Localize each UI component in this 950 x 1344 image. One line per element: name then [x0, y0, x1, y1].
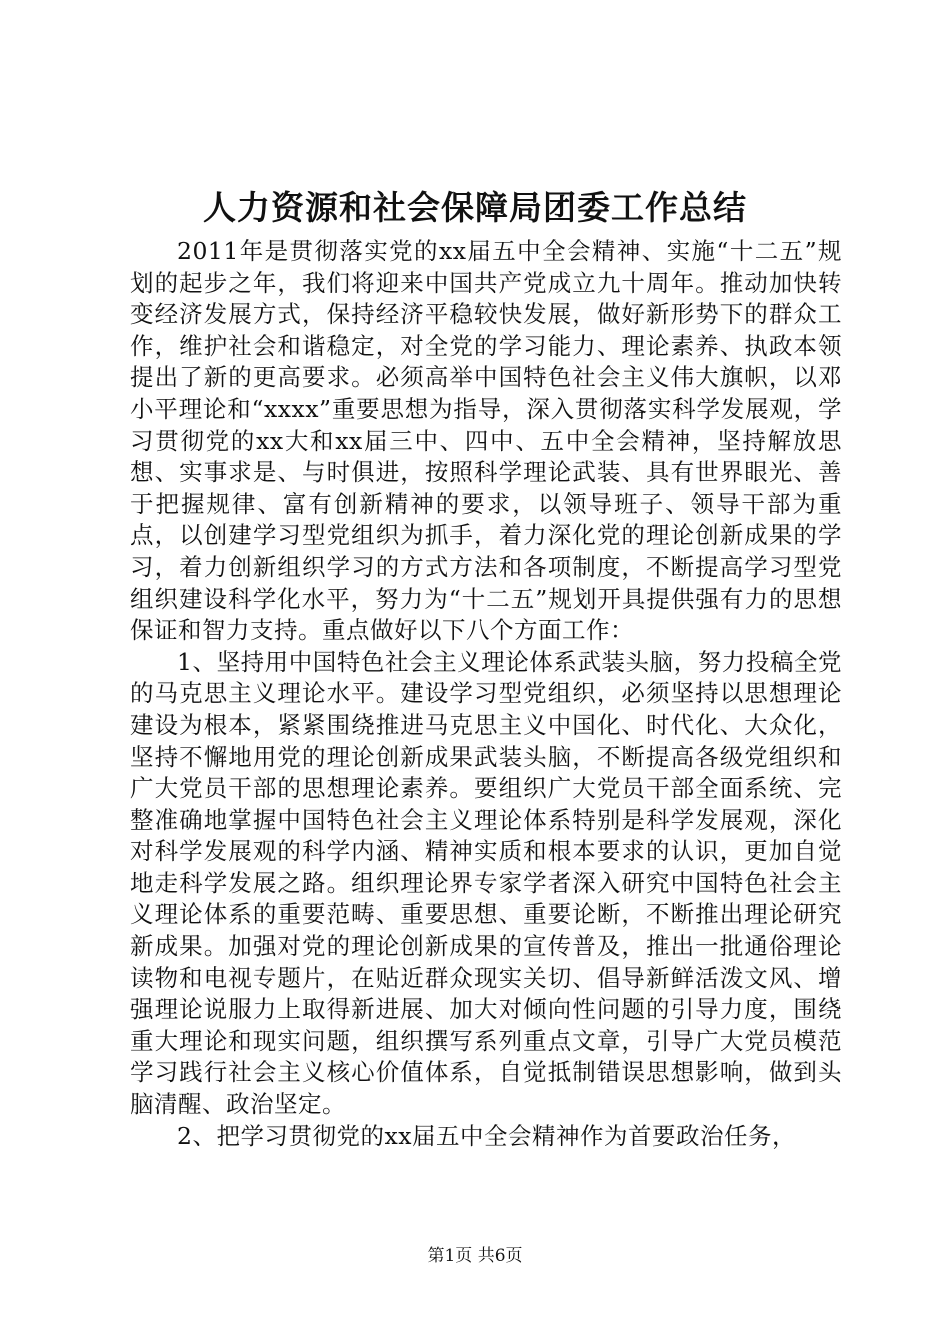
- paragraph-item-2: 2、把学习贯彻党的xx届五中全会精神作为首要政治任务，: [177, 1121, 796, 1150]
- document-title: 人力资源和社会保障局团委工作总结: [203, 188, 747, 227]
- paragraph-intro: 2011年是贯彻落实党的xx届五中全会精神、实施“十二五”规划的起步之年，我们将迎来中国共产党成立九十周年。推动加快转变经济发展方式，保持经济平稳较快发展，做好新形势下的群众工作，维护社会和谐稳定，对全党的学习能力、理论素养、执政本领提出了新的更高要求。必须高举中国特色社会主义伟大旗帜，以邓小平理论和“xxxx”重要思想为指导，深入贯彻落实科学发展观，学习贯彻党的xx大和xx届三中、四中、五中全会精神，坚持解放思想、实事求是、与时俱进，按照科学理论武装、具有世界眼光、善于把握规律、富有创新精神的要求，以领导班子、领导干部为重点，以创建学习型党组织为抓手，着力深化党的理论创新成果的学习，着力创新组织学习的方式方法和各项制度，不断提高学习型党组织建设科学化水平，努力为“十二五”规划开具提供强有力的思想保证和智力支持。重点做好以下八个方面工作：: [130, 237, 842, 645]
- paragraph-item-1: 1、坚持用中国特色社会主义理论体系武装头脑，努力投稿全党的马克思主义理论水平。建设学习型党组织，必须坚持以思想理论建设为根本，紧紧围绕推进马克思主义中国化、时代化、大众化，坚持不懈地用党的理论创新成果武装头脑，不断提高各级党组织和广大党员干部的思想理论素养。要组织广大党员干部全面系统、完整准确地掌握中国特色社会主义理论体系特别是科学发展观，深化对科学发展观的科学内涵、精神实质和根本要求的认识，更加自觉地走科学发展之路。组织理论界专家学者深入研究中国特色社会主义理论体系的重要范畴、重要思想、重要论断，不断推出理论研究新成果。加强对党的理论创新成果的宣传普及，推出一批通俗理论读物和电视专题片，在贴近群众现实关切、倡导新鲜活泼文风、增强理论说服力上取得新进展、加大对倾向性问题的引导力度，围绕重大理论和现实问题，组织撰写系列重点文章，引导广大党员模范学习践行社会主义核心价值体系，自觉抵制错误思想影响，做到头脑清醒、政治坚定。: [130, 647, 842, 1119]
- page-footer: 第1页 共6页: [427, 1246, 523, 1266]
- document-body: [130, 236, 842, 1152]
